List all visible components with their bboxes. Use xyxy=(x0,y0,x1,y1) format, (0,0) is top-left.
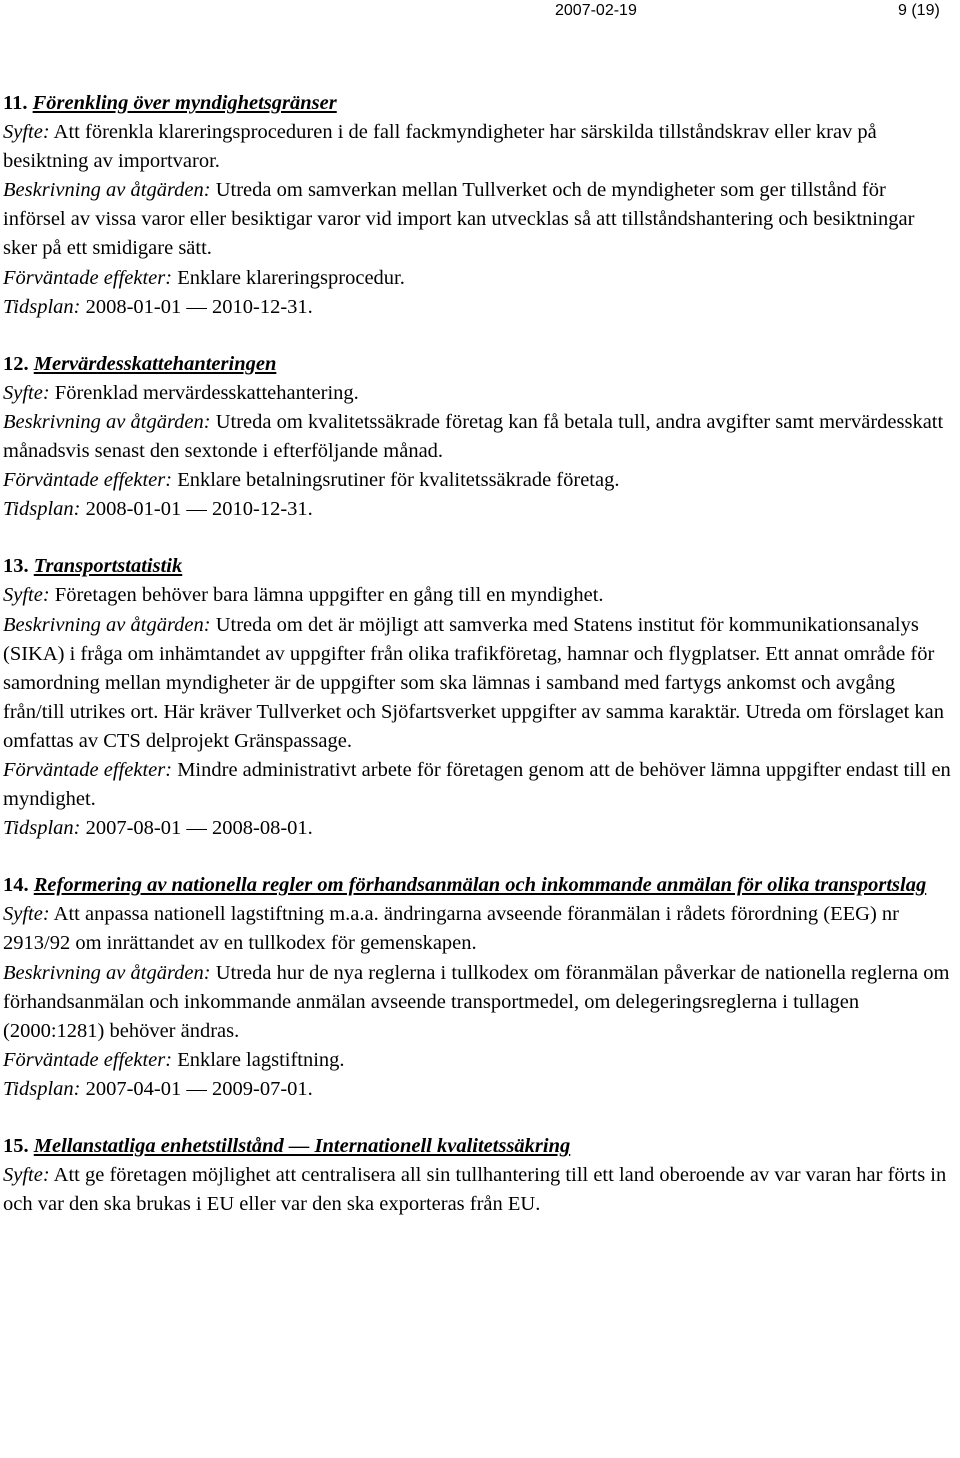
document-body xyxy=(3,89,953,1219)
beskrivning-label: Beskrivning av åtgärden: xyxy=(3,410,211,433)
beskrivning-text: Utreda om kvalitetssäkrade företag kan få betala tull, andra avgifter samt mervärdesskatt månadsvis senast den sextonde i efterföljande månad. xyxy=(3,410,944,463)
syfte-text: Företagen behöver bara lämna uppgifter en gång till en myndighet. xyxy=(54,584,604,607)
beskrivning-text: Utreda om samverkan mellan Tullverket och de myndigheter som ger tillstånd för införsel av vissa varor eller besiktigar varor vid import kan utvecklas så att tillståndshantering och besiktningar sker på ett smidigare sätt. xyxy=(3,179,915,260)
tidsplan-field xyxy=(3,495,953,524)
effekter-label: Förväntade effekter: xyxy=(3,266,173,289)
syfte-text: Förenklad mervärdesskattehantering. xyxy=(54,381,359,404)
effekter-field xyxy=(3,264,953,293)
beskrivning-field xyxy=(3,611,953,756)
tidsplan-label: Tidsplan: xyxy=(3,1077,81,1100)
syfte-label: Syfte: xyxy=(3,121,50,144)
tidsplan-text: 2007-08-01 — 2008-08-01. xyxy=(85,817,313,840)
effekter-label: Förväntade effekter: xyxy=(3,758,173,781)
section-title: Reformering av nationella regler om förhandsanmälan och inkommande anmälan för olika transportslag xyxy=(33,874,927,897)
syfte-field xyxy=(3,581,953,610)
syfte-label: Syfte: xyxy=(3,381,50,404)
syfte-field xyxy=(3,118,953,176)
effekter-field xyxy=(3,466,953,495)
syfte-field xyxy=(3,1161,953,1219)
tidsplan-text: 2008-01-01 — 2010-12-31. xyxy=(85,295,313,318)
beskrivning-field xyxy=(3,408,953,466)
section-13 xyxy=(3,552,953,843)
header-date: 2007-02-19 xyxy=(555,2,637,19)
beskrivning-field xyxy=(3,176,953,263)
effekter-text: Enklare klareringsprocedur. xyxy=(177,266,405,289)
tidsplan-text: 2008-01-01 — 2010-12-31. xyxy=(85,498,313,521)
effekter-field xyxy=(3,1046,953,1075)
tidsplan-label: Tidsplan: xyxy=(3,817,81,840)
effekter-field xyxy=(3,756,953,814)
section-15 xyxy=(3,1132,953,1219)
section-heading xyxy=(3,552,953,581)
syfte-text: Att förenkla klareringsproceduren i de fall fackmyndigheter har särskilda tillståndskrav eller krav på besiktning av importvaror. xyxy=(3,121,877,173)
tidsplan-field xyxy=(3,1075,953,1104)
page-header xyxy=(0,2,960,26)
beskrivning-field xyxy=(3,959,953,1046)
syfte-label: Syfte: xyxy=(3,903,50,926)
effekter-label: Förväntade effekter: xyxy=(3,1048,173,1071)
effekter-label: Förväntade effekter: xyxy=(3,469,173,492)
section-12 xyxy=(3,350,953,525)
section-title: Mervärdesskattehanteringen xyxy=(33,352,277,375)
syfte-label: Syfte: xyxy=(3,1164,50,1187)
effekter-text: Enklare lagstiftning. xyxy=(177,1048,345,1071)
section-11 xyxy=(3,89,953,322)
header-page-number: 9 (19) xyxy=(898,2,940,19)
section-title: Mellanstatliga enhetstillstånd — Internationell kvalitetssäkring xyxy=(33,1135,571,1157)
effekter-text: Enklare betalningsrutiner för kvalitetssäkrade företag. xyxy=(177,469,620,492)
section-title: Förenkling över myndighetsgränser xyxy=(32,92,337,114)
beskrivning-text: Utreda om det är möjligt att samverka med Statens institut för kommunikationsanalys (SIKA) i fråga om inhämtandet av uppgifter från olika trafikföretag, hamnar och flygplatser. Ett annat område för samordning mellan myndigheter är de uppgifter som ska lämnas i samband med fartygs ankomst och avgång från/till utrikes ort. Här kräver Tullverket och Sjöfartsverket uppgifter av samma karaktär. Utreda om förslaget kan omfattas av CTS delprojekt Gränspassage. xyxy=(3,613,944,752)
syfte-field xyxy=(3,379,953,408)
section-number: 12. xyxy=(3,352,29,375)
section-number: 15. xyxy=(3,1135,29,1157)
section-heading xyxy=(3,1132,953,1161)
beskrivning-label: Beskrivning av åtgärden: xyxy=(3,613,211,636)
syfte-text: Att anpassa nationell lagstiftning m.a.a. ändringarna avseende föranmälan i rådets förordning (EEG) nr 2913/92 om inrättandet av en tullkodex för gemenskapen. xyxy=(3,903,900,955)
beskrivning-label: Beskrivning av åtgärden: xyxy=(3,961,211,984)
section-number: 13. xyxy=(3,555,29,578)
section-heading xyxy=(3,350,953,379)
syfte-field xyxy=(3,900,953,958)
section-heading xyxy=(3,89,953,118)
beskrivning-label: Beskrivning av åtgärden: xyxy=(3,179,211,202)
tidsplan-label: Tidsplan: xyxy=(3,295,81,318)
section-number: 11. xyxy=(3,92,28,114)
section-heading xyxy=(3,871,953,900)
effekter-text: Mindre administrativt arbete för företagen genom att de behöver lämna uppgifter endast till en myndighet. xyxy=(3,758,951,811)
section-number: 14. xyxy=(3,874,29,897)
tidsplan-text: 2007-04-01 — 2009-07-01. xyxy=(85,1077,313,1100)
section-14 xyxy=(3,871,953,1104)
tidsplan-label: Tidsplan: xyxy=(3,498,81,521)
syfte-text: Att ge företagen möjlighet att centralisera all sin tullhantering till ett land oberoende av var varan har förts in och var den ska brukas i EU eller var den ska exporteras från EU. xyxy=(3,1164,947,1216)
tidsplan-field xyxy=(3,814,953,843)
section-title: Transportstatistik xyxy=(33,555,183,578)
syfte-label: Syfte: xyxy=(3,584,50,607)
tidsplan-field xyxy=(3,293,953,322)
beskrivning-text: Utreda hur de nya reglerna i tullkodex om föranmälan påverkar de nationella reglerna om förhandsanmälan och inkommande anmälan avseende transportmedel, om delegeringsreglerna i tullagen (2000:1281) behöver ändras. xyxy=(3,961,950,1042)
